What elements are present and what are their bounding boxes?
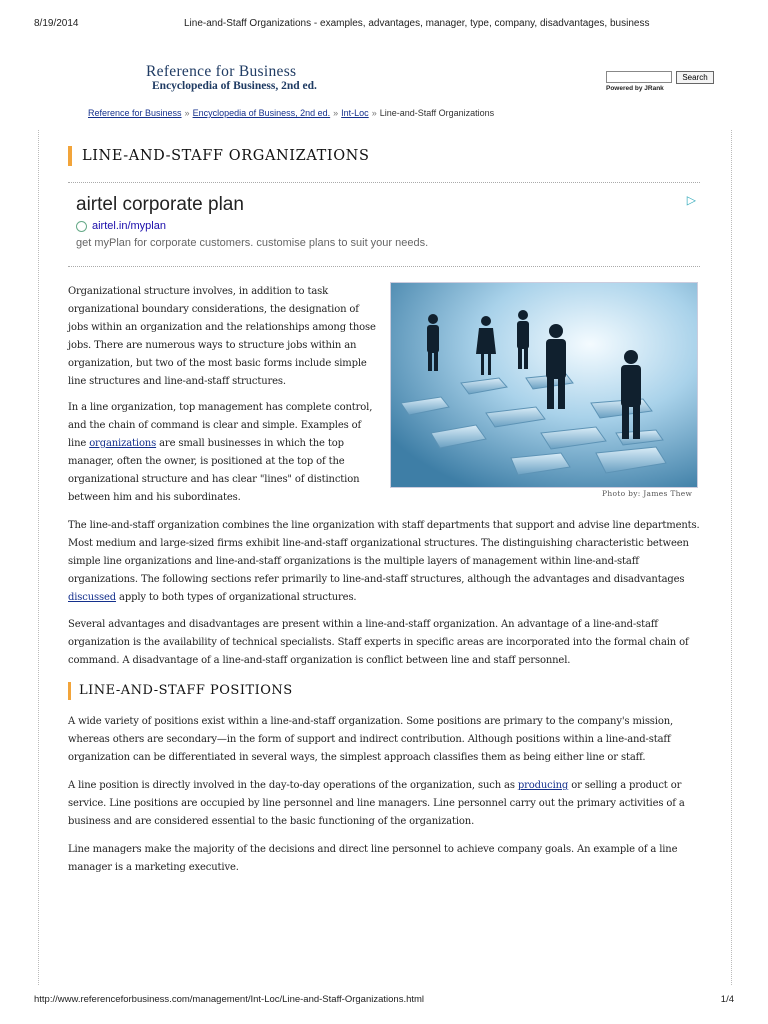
site-subtitle[interactable]: Encyclopedia of Business, 2nd ed.: [152, 80, 317, 92]
business-people-puzzle-image: [391, 283, 697, 487]
print-url: http://www.referenceforbusiness.com/management/Int-Loc/Line-and-Staff-Organizations.html: [34, 994, 425, 1005]
ad-choices-icon[interactable]: ▷: [686, 193, 696, 207]
paragraph-7: Line managers make the majority of the decisions and direct line personnel to achieve company goals. An example of a line manager is a marketing executive.: [68, 844, 678, 873]
breadcrumb: [88, 108, 494, 118]
search-button[interactable]: Search: [676, 71, 714, 84]
powered-by: Powered by JRank: [606, 85, 664, 92]
print-page-title: Line-and-Staff Organizations - examples, advantages, manager, type, company, disadvantages, business: [184, 18, 650, 29]
breadcrumb-separator: »: [333, 108, 339, 118]
article-photo: [390, 282, 698, 488]
paragraph-1: Organizational structure involves, in addition to task organizational boundary considerations, the designation of jobs within an organization and the relationships among those jobs. There are numerous ways to structure jobs within an organization, but two of the most basic forms include simple line structures and line-and-staff structures.: [68, 286, 376, 387]
paragraph-3-text: The line-and-staff organization combines the line organization with staff departments that support and advise line departments. Most medium and large-sized firms exhibit line-and-staff organizational structures. The distinguishing characteristic between simple line organizations and line-and-staff organizations is the multiple layers of management within line-and-staff organizations. The following sections refer primarily to line-and-staff structures, although the advantages and disadvantages: [68, 520, 700, 585]
paragraph-6-text: or selling a product or service. Line positions are occupied by line personnel and line managers. Line personnel carry out the primary activities of a business and are considered essential to the basic functioning of the organization.: [68, 780, 685, 827]
paragraph-6-text: A line position is directly involved in the day-to-day operations of the organization, such as: [68, 780, 518, 791]
breadcrumb-separator: »: [184, 108, 190, 118]
link-producing[interactable]: producing: [517, 780, 569, 791]
paragraph-3: [68, 517, 700, 607]
site-title[interactable]: Reference for Business: [146, 63, 297, 80]
divider: [68, 182, 700, 183]
ad-url[interactable]: [76, 220, 696, 232]
ad-block[interactable]: [76, 193, 696, 249]
article-heading: LINE-AND-STAFF ORGANIZATIONS: [68, 146, 370, 166]
ad-title[interactable]: airtel corporate plan: [76, 194, 244, 215]
link-organizations[interactable]: organizations: [89, 438, 157, 449]
ad-description: get myPlan for corporate customers. customise plans to suit your needs.: [76, 237, 429, 249]
breadcrumb-link-encyclopedia[interactable]: Encyclopedia of Business, 2nd ed.: [192, 108, 331, 118]
breadcrumb-link-int-loc[interactable]: Int-Loc: [341, 108, 369, 118]
breadcrumb-separator: »: [371, 108, 377, 118]
paragraph-5: A wide variety of positions exist within a line-and-staff organization. Some positions are primary to the company's mission, whereas others are secondary—in the form of support and indirect contribution. Although positions within a line-and-staff organization can be differentiated in several ways, the simplest approach classifies them as being either line or staff.: [68, 716, 674, 763]
photo-caption: Photo by: James Thew: [602, 489, 693, 498]
paragraph-6: [68, 777, 700, 831]
page-number: 1/4: [720, 994, 734, 1005]
search-input[interactable]: [606, 71, 672, 83]
paragraph-4: Several advantages and disadvantages are present within a line-and-staff organization. An advantage of a line-and-staff organization is the availability of technical specialists. Staff experts in specific areas are incorporated into the formal chain of command. A disadvantage of a line-and-staff organization is conflict between line and staff personnel.: [68, 619, 689, 666]
breadcrumb-link-home[interactable]: Reference for Business: [88, 108, 182, 118]
paragraph-2-text: are small businesses in which the top manager, often the owner, is positioned at the top of the organizational structure and has clear "lines" of distinction between him and his subordinates.: [68, 438, 360, 503]
paragraph-2-text: In a line organization, top management has complete control, and the chain of command is clear and simple. Examples of line: [68, 402, 373, 449]
globe-icon: [76, 221, 87, 232]
print-date: 8/19/2014: [34, 18, 79, 29]
divider: [68, 266, 700, 267]
paragraph-2: [68, 399, 382, 507]
paragraph-3-text: apply to both types of organizational structures.: [116, 592, 357, 603]
link-discussed[interactable]: discussed: [68, 592, 117, 603]
ad-url-text[interactable]: airtel.in/myplan: [92, 220, 166, 232]
breadcrumb-current: Line-and-Staff Organizations: [379, 108, 495, 118]
section-heading: LINE-AND-STAFF POSITIONS: [68, 682, 293, 700]
